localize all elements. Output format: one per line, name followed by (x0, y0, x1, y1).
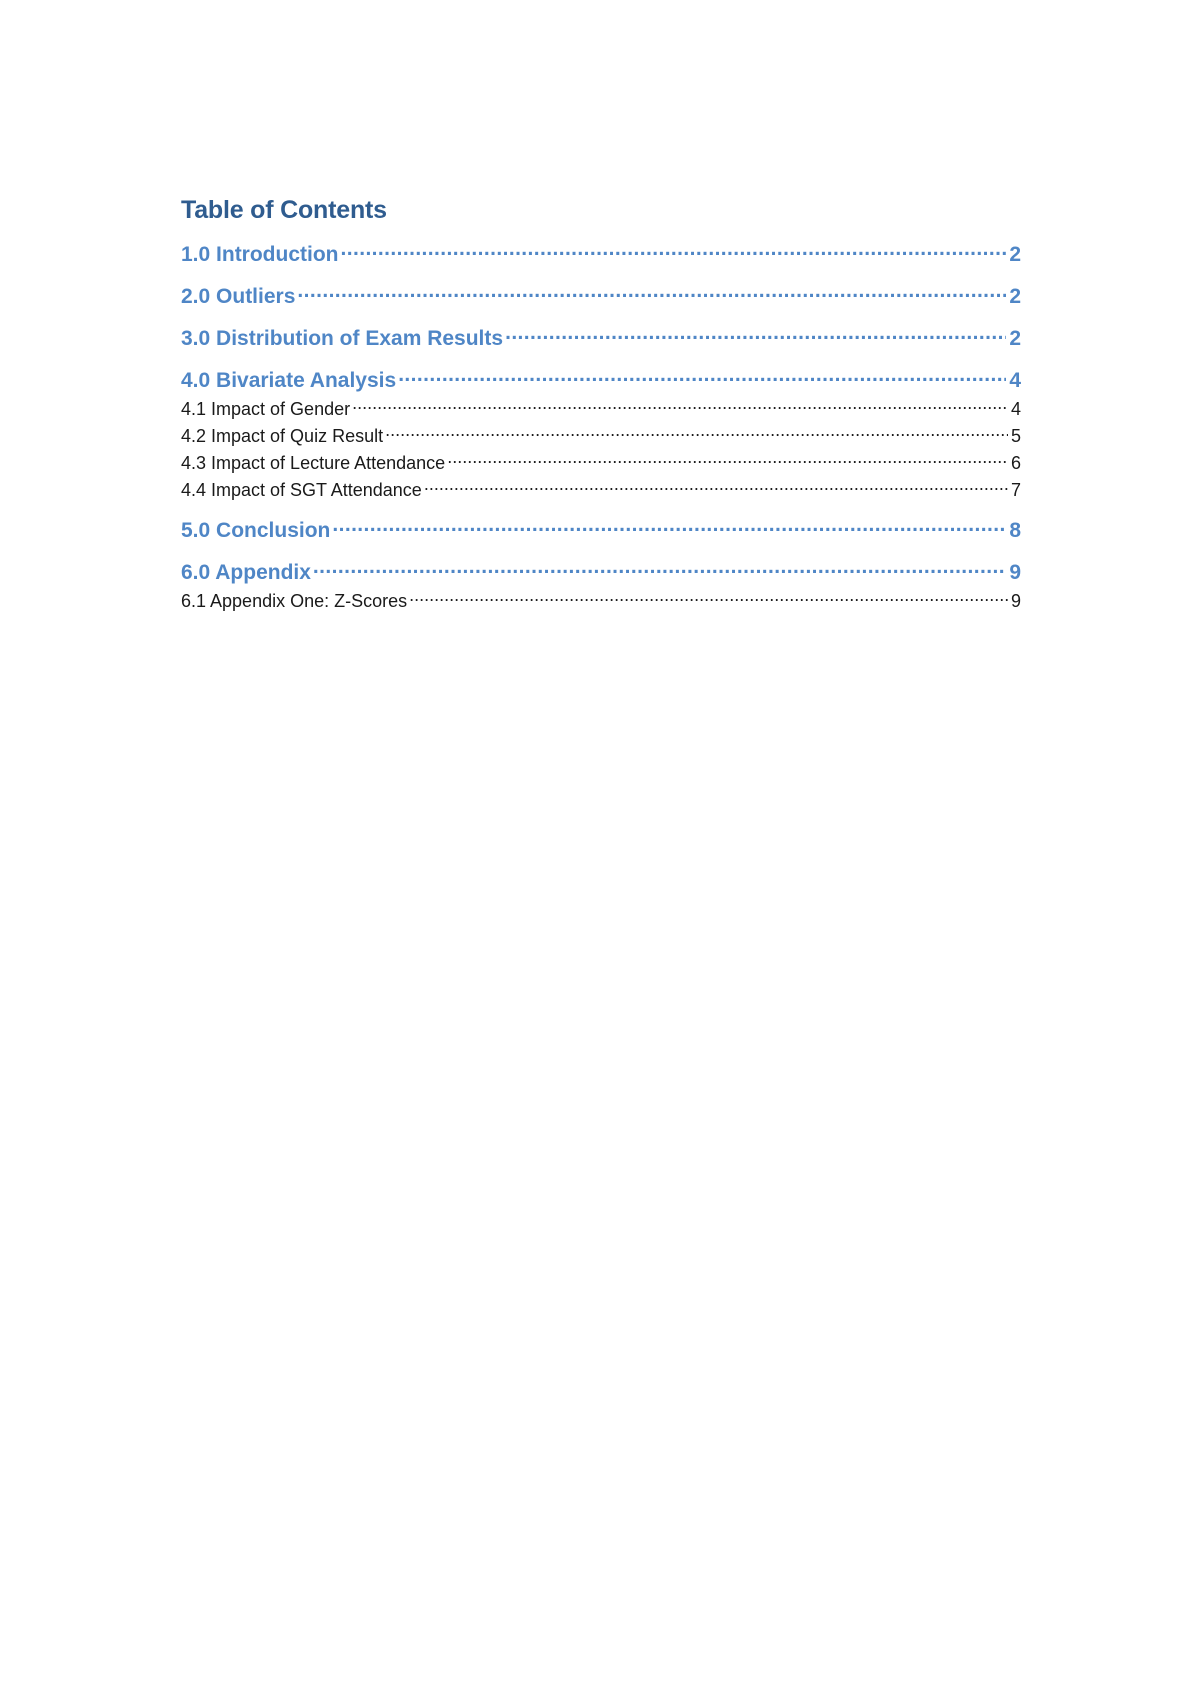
toc-list (181, 240, 1021, 615)
toc-entry-appendix[interactable] (181, 558, 1021, 588)
dot-leader (424, 478, 1008, 496)
dot-leader (341, 240, 1007, 261)
toc-entry-page: 4 (1010, 399, 1021, 419)
toc-entry-text: 4.0 Bivariate Analysis (181, 369, 397, 392)
dot-leader (398, 366, 1006, 387)
toc-entry-appendix-one-z-scores[interactable] (181, 588, 1021, 615)
toc-entry-impact-of-lecture-attendance[interactable] (181, 450, 1021, 477)
toc-entry-text: 3.0 Distribution of Exam Results (181, 327, 504, 350)
toc-entry-text: 4.1 Impact of Gender (181, 399, 351, 419)
toc-entry-page: 9 (1010, 591, 1021, 611)
toc-entry-page: 6 (1010, 453, 1021, 473)
toc-entry-text: 4.4 Impact of SGT Attendance (181, 480, 422, 500)
toc-title: Table of Contents (181, 196, 387, 224)
toc-entry-text: 4.2 Impact of Quiz Result (181, 426, 384, 446)
toc-entry-page: 2 (1009, 243, 1021, 266)
toc-entry-bivariate-analysis[interactable] (181, 366, 1021, 396)
dot-leader (505, 324, 1006, 345)
toc-entry-page: 2 (1009, 327, 1021, 350)
toc-entry-text: 1.0 Introduction (181, 243, 339, 266)
dot-leader (297, 282, 1006, 303)
toc-entry-page: 9 (1009, 561, 1021, 584)
dot-leader (409, 589, 1008, 607)
toc-entry-outliers[interactable] (181, 282, 1021, 312)
toc-entry-page: 4 (1009, 369, 1021, 392)
toc-entry-page: 8 (1009, 519, 1021, 542)
dot-leader (447, 451, 1008, 469)
dot-leader (352, 397, 1008, 415)
table-of-contents (181, 192, 1021, 615)
toc-entry-impact-of-gender[interactable] (181, 396, 1021, 423)
toc-entry-text: 2.0 Outliers (181, 285, 296, 308)
toc-entry-conclusion[interactable] (181, 516, 1021, 546)
dot-leader (332, 516, 1006, 537)
toc-entry-page: 7 (1010, 480, 1021, 500)
toc-entry-impact-of-quiz-result[interactable] (181, 423, 1021, 450)
toc-entry-text: 6.0 Appendix (181, 561, 311, 584)
dot-leader (313, 558, 1006, 579)
toc-entry-text: 4.3 Impact of Lecture Attendance (181, 453, 446, 473)
toc-entry-distribution-of-exam-results[interactable] (181, 324, 1021, 354)
dot-leader (385, 424, 1008, 442)
toc-entry-introduction[interactable] (181, 240, 1021, 270)
toc-entry-impact-of-sgt-attendance[interactable] (181, 477, 1021, 504)
toc-entry-text: 6.1 Appendix One: Z-Scores (181, 591, 408, 611)
toc-entry-page: 2 (1009, 285, 1021, 308)
toc-entry-page: 5 (1010, 426, 1021, 446)
toc-entry-text: 5.0 Conclusion (181, 519, 331, 542)
